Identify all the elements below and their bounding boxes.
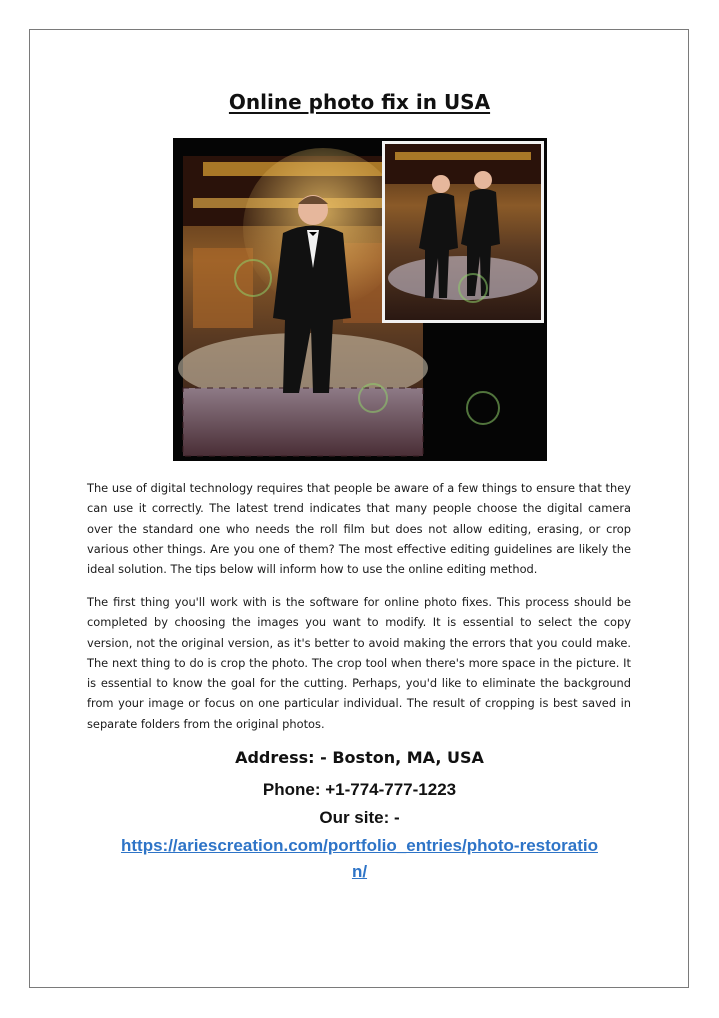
page-title: Online photo fix in USA <box>228 90 491 114</box>
site-link[interactable]: https://ariescreation.com/portfolio_entries/photo-restoration/ <box>120 836 598 881</box>
composite-photo <box>173 138 547 461</box>
paragraph-1: The use of digital technology requires that people be aware of a few things to ensure that they can use it correctly. The latest trend indicates that many people choose the digital camera over the standard one who needs the roll film but does not allow editing, erasing, or crop various other things. Are you one of them? The most effective editing guidelines are likely the ideal solution. The tips below will inform how to use the online editing method. <box>87 481 631 577</box>
paragraph-2: The first thing you'll work with is the software for online photo fixes. This process should be completed by choosing the images you want to modify. It is essential to select the copy version, not the original version, as it's better to avoid making the errors that you could make. The next thing to do is crop the photo. The crop tool when there's more space in the picture. It is essential to know the goal for the cutting. Perhaps, you'd like to eliminate the background from your image or focus on one particular individual. The result of cropping is best saved in separate folders from the original photos. <box>87 595 631 731</box>
inset-photo <box>382 141 544 323</box>
contact-phone: Phone: +1-774-777-1223 <box>262 780 457 799</box>
contact-address: Address: - Boston, MA, USA <box>235 748 484 767</box>
contact-site-label: Our site: - <box>319 808 400 827</box>
